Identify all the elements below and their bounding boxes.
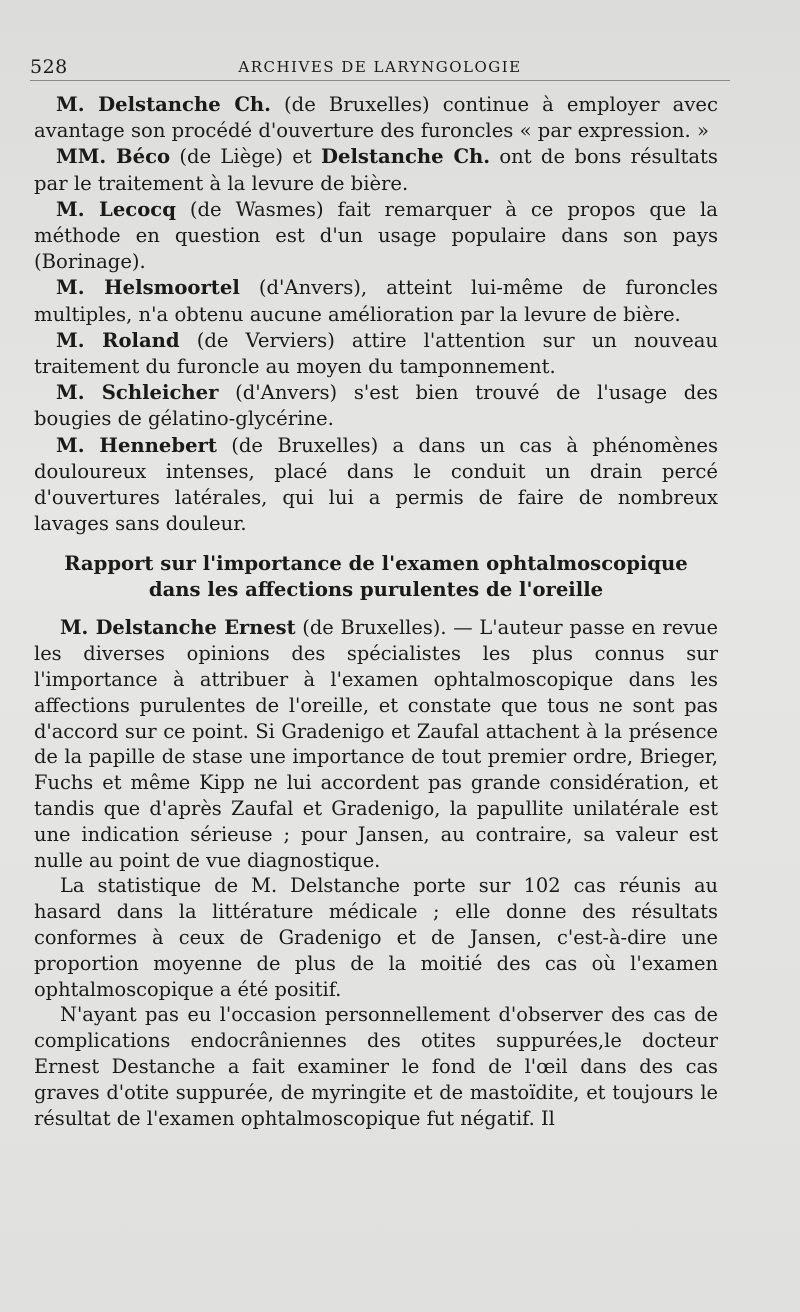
section-paragraph-2: La statistique de M. Delstanche porte sur 102 cas réunis au hasard dans la littérature médicale ; elle donne des résultats conformes à ceux de Gradenigo et de Jansen, c'est-à-dire une proportion moyenne de plus de la moitié des cas où l'examen ophtalmoscopique a été positif. (34, 874, 718, 1001)
page-header (30, 48, 730, 81)
running-title: ARCHIVES DE LARYNGOLOGIE (238, 58, 522, 76)
page-number: 528 (30, 56, 68, 78)
entry-delstanche: M. Delstanche Ch. (de Bruxelles) continue à employer avec avantage son procédé d'ouverture des furoncles « par expression. » (34, 93, 718, 143)
section-paragraph-3: N'ayant pas eu l'occasion personnellement d'observer des cas de complications endocrâniennes des otites suppurées,le docteur Ernest Destanche a fait examiner le fond de l'œil dans des cas graves d'otite suppurée, de myringite et de mastoïdite, et toujours le résultat de l'examen ophtalmoscopique fut négatif. Il (34, 1003, 718, 1130)
entry-roland: M. Roland (de Verviers) attire l'attention sur un nouveau traitement du furoncle au moyen du tamponnement. (34, 328, 718, 379)
entry-hennebert: M. Hennebert (de Bruxelles) a dans un cas à phénomènes douloureux intenses, placé dans le conduit un drain percé d'ouvertures latérales, qui lui a permis de faire de nombreux lavages sans douleur. (34, 433, 719, 536)
page-body (34, 92, 718, 1131)
entry-beco: MM. Béco (de Liège) et Delstanche Ch. ont de bons résultats par le traitement à la levure de bière. (34, 145, 718, 195)
entry-lecocq: M. Lecocq (de Wasmes) fait remarquer à ce propos que la méthode en question est d'un usage populaire dans son pays (Borinage). (34, 197, 718, 274)
entry-helsmoortel: M. Helsmoortel (d'Anvers), atteint lui-même de furoncles multiples, n'a obtenu aucune amélioration par la levure de bière. (34, 276, 718, 326)
section-heading: Rapport sur l'importance de l'examen ophtalmoscopique dans les affections purulentes de l'oreille (64, 552, 688, 602)
entry-schleicher: M. Schleicher (d'Anvers) s'est bien trouvé de l'usage des bougies de gélatino-glycérine. (34, 381, 718, 431)
section-paragraph-1: M. Delstanche Ernest (de Bruxelles). — L'auteur passe en revue les diverses opinions des spécialistes les plus connus sur l'importance à attribuer à l'examen ophtalmoscopique dans les affections purulentes de l'oreille, et constate que tous ne sont pas d'accord sur ce point. Si Gradenigo et Zaufal attachent à la présence de la papille de stase une importance de tout premier ordre, Brieger, Fuchs et même Kipp ne lui accordent pas grande considération, et tandis que d'après Zaufal et Gradenigo, la papullite unilatérale est une indication sérieuse ; pour Jansen, au contraire, sa valeur est nulle au point de vue diagnostique. (34, 616, 718, 872)
